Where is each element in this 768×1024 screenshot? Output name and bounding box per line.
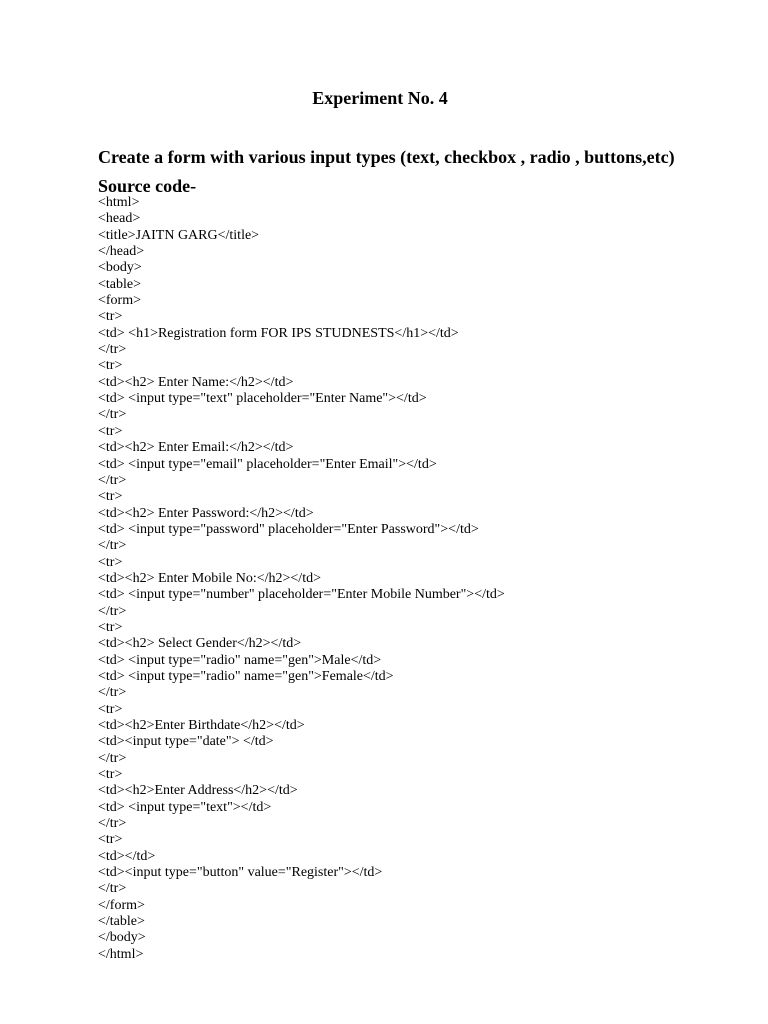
code-line: </tr>: [98, 538, 127, 554]
code-line: <td><h2>Enter Birthdate</h2></td>: [98, 718, 305, 733]
code-line: <body>: [98, 260, 142, 276]
code-line: <td> <input type="radio" name="gen">Male</td>: [98, 652, 382, 668]
code-line: <tr>: [98, 767, 123, 783]
code-line: <td><h2> Enter Mobile No:</h2></td>: [98, 570, 321, 586]
code-line: <head>: [98, 211, 141, 227]
code-line: </tr>: [98, 881, 127, 897]
code-line: <title>JAITN GARG</title>: [98, 227, 260, 243]
code-line: <tr>: [98, 423, 123, 439]
code-line: <form>: [98, 293, 142, 309]
code-line: <td><input type="button" value="Register"></td>: [98, 865, 383, 881]
code-line: </tr>: [98, 407, 127, 423]
code-line: </head>: [98, 244, 145, 260]
code-line: <td><h2> Enter Email:</h2></td>: [98, 440, 294, 456]
code-line: </tr>: [98, 750, 127, 766]
code-line: </tr>: [98, 603, 127, 619]
code-line: </tr>: [98, 472, 127, 488]
code-line: </form>: [98, 897, 145, 913]
code-line: <td> <h1>Registration form FOR IPS STUDNESTS</h1></td>: [98, 325, 459, 341]
code-line: </table>: [98, 914, 145, 930]
page-title: Experiment No. 4: [312, 88, 448, 108]
code-line: <td><input type="date"> </td>: [98, 734, 274, 750]
code-line: <td> <input type="number" placeholder="Enter Mobile Number"></td>: [98, 587, 505, 603]
code-line: </html>: [98, 946, 144, 962]
code-line: <tr>: [98, 832, 123, 848]
code-line: <td><h2>Enter Address</h2></td>: [98, 783, 298, 799]
task-heading: Create a form with various input types (text, checkbox , radio , buttons,etc): [98, 147, 675, 167]
code-line: <td> <input type="text"></td>: [98, 799, 272, 815]
code-line: <td> <input type="text" placeholder="Enter Name"></td>: [98, 391, 427, 407]
code-line: <html>: [98, 195, 140, 210]
code-line: <td><h2> Select Gender</h2></td>: [98, 636, 302, 652]
code-line: <tr>: [98, 619, 123, 635]
code-line: <td> <input type="password" placeholder="Enter Password"></td>: [98, 521, 479, 537]
code-line: <table>: [98, 276, 141, 292]
code-line: <td><h2> Enter Password:</h2></td>: [98, 505, 314, 521]
code-line: <tr>: [98, 309, 123, 325]
source-code-heading: Source code-: [98, 176, 197, 196]
source-code-block: [98, 195, 505, 963]
code-line: <td> <input type="radio" name="gen">Female</td>: [98, 668, 394, 684]
code-line: </tr>: [98, 685, 127, 701]
code-line: <tr>: [98, 554, 123, 570]
code-line: <td></td>: [98, 848, 156, 864]
code-line: </body>: [98, 930, 146, 946]
code-line: </tr>: [98, 342, 127, 358]
code-line: </tr>: [98, 816, 127, 832]
code-line: <tr>: [98, 358, 123, 374]
code-line: <td><h2> Enter Name:</h2></td>: [98, 374, 294, 390]
code-line: <td> <input type="email" placeholder="Enter Email"></td>: [98, 456, 437, 472]
code-line: <tr>: [98, 489, 123, 505]
code-line: <tr>: [98, 701, 123, 717]
